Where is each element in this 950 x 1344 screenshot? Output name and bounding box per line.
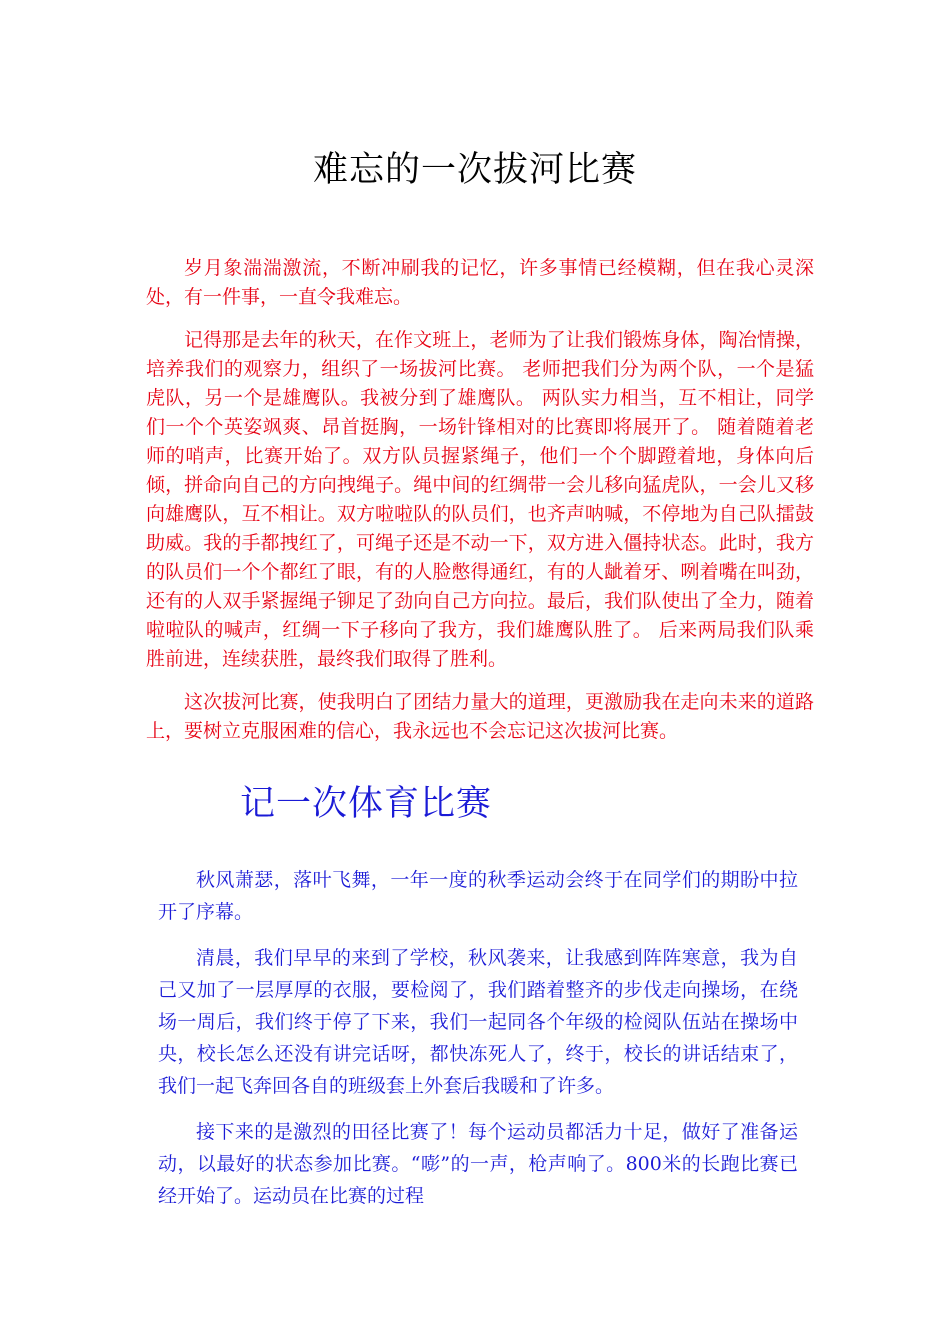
essay1-paragraph-1: 岁月象湍湍激流，不断冲刷我的记忆，许多事情已经模糊，但在我心灵深处，有一件事，一直令我难忘。 [146, 257, 814, 308]
essay2-paragraph-3: 接下来的是激烈的田径比赛了！每个运动员都活力十足，做好了准备运动，以最好的状态参加比赛。“嘭”的一声，枪声响了。800米的长跑比赛已经开始了。运动员在比赛的过程 [158, 1121, 798, 1207]
essay2-paragraph-1: 秋风萧瑟，落叶飞舞，一年一度的秋季运动会终于在同学们的期盼中拉开了序幕。 [158, 869, 798, 923]
essay2-body [158, 864, 798, 1226]
essay1-paragraph-2: 记得那是去年的秋天，在作文班上，老师为了让我们锻炼身体，陶冶情操，培养我们的观察力，组织了一场拔河比赛。 老师把我们分为两个队，一个是猛虎队，另一个是雄鹰队。我被分到了雄鹰队。 两队实力相当，互不相让，同学们一个个英姿飒爽、昂首挺胸，一场针锋相对的比赛即将展开了。 随着随着老师的哨声，比赛开始了。双方队员握紧绳子，他们一个个脚蹬着地，身体向后倾，拼命向自己的方向拽绳子。绳中间的红绸带一会儿移向猛虎队，一会儿又移向雄鹰队，互不相让。双方啦啦队的队员们，也齐声呐喊，不停地为自己队擂鼓助威。我的手都拽红了，可绳子还是不动一下，双方进入僵持状态。此时，我方的队员们一个个都红了眼，有的人脸憋得通红，有的人龇着牙、咧着嘴在叫劲，还有的人双手紧握绳子铆足了劲向自己方向拉。最后，我们队使出了全力，随着啦啦队的喊声，红绸一下子移向了我方，我们雄鹰队胜了。 后来两局我们队乘胜前进，连续获胜，最终我们取得了胜利。 [146, 329, 814, 670]
essay2-title: 记一次体育比赛 [240, 784, 493, 824]
essay1-paragraph-3: 这次拔河比赛，使我明白了团结力量大的道理，更激励我在走向未来的道路上，要树立克服困难的信心，我永远也不会忘记这次拔河比赛。 [146, 691, 814, 742]
essay2-paragraph-2: 清晨，我们早早的来到了学校，秋风袭来，让我感到阵阵寒意，我为自己又加了一层厚厚的衣服，要检阅了，我们踏着整齐的步伐走向操场，在绕场一周后，我们终于停了下来，我们一起同各个年级的检阅队伍站在操场中央，校长怎么还没有讲完话呀，都快冻死人了，终于，校长的讲话结束了，我们一起飞奔回各自的班级套上外套后我暖和了许多。 [158, 947, 798, 1097]
essay1-title: 难忘的一次拔河比赛 [312, 150, 637, 190]
essay1-body [146, 254, 814, 760]
